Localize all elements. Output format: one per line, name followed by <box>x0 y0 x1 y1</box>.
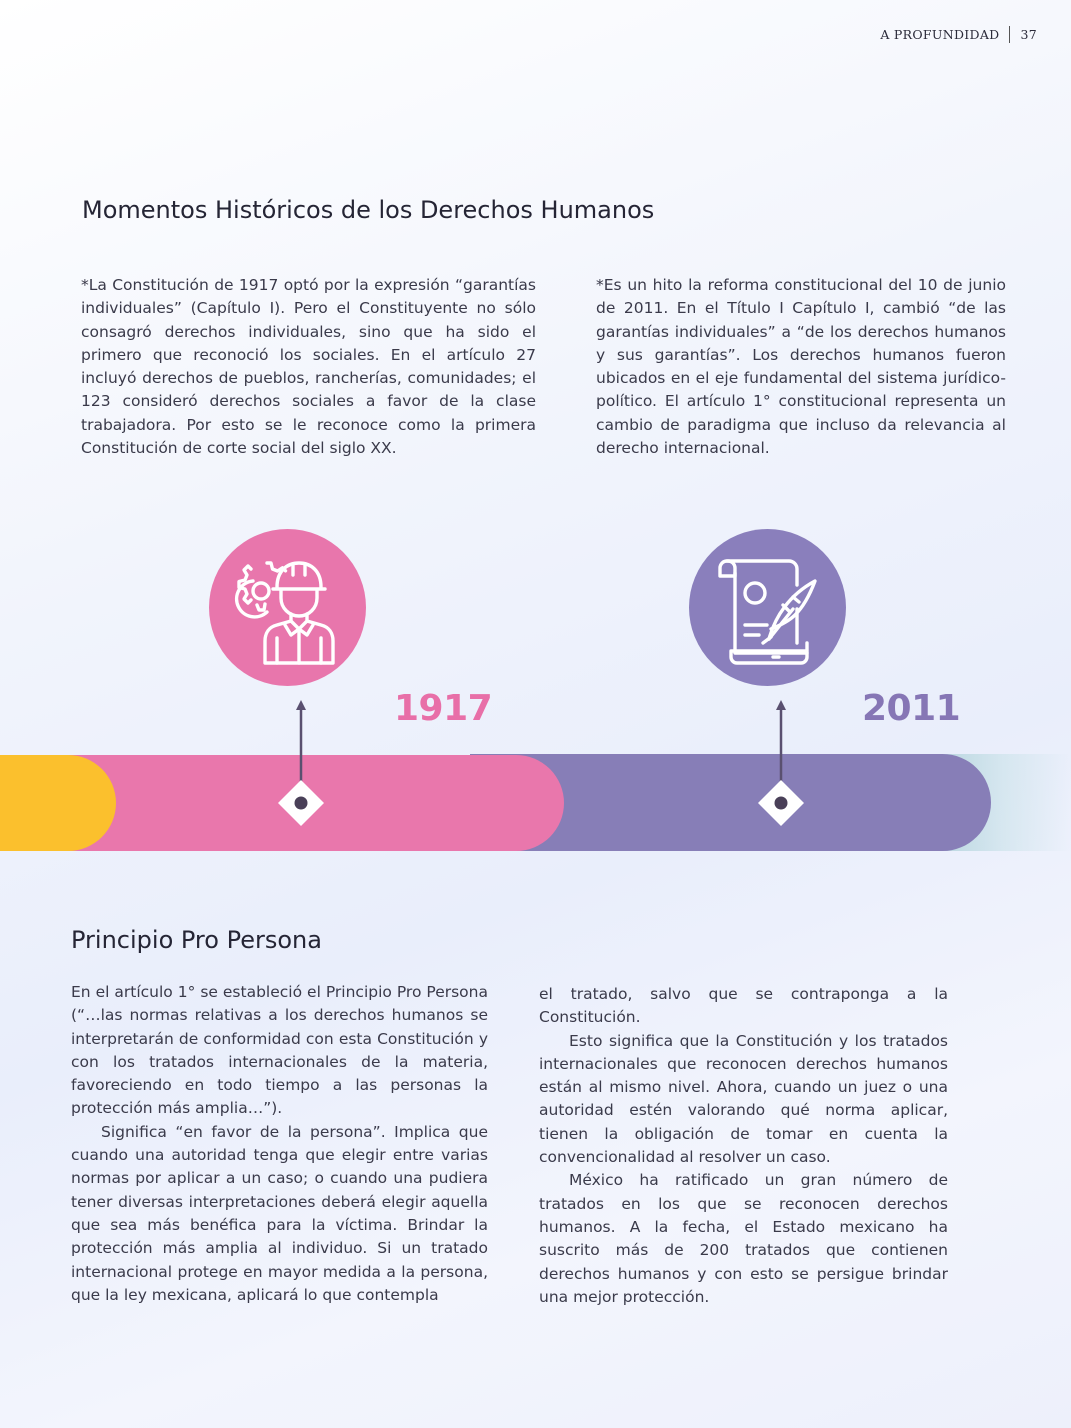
header-divider <box>1009 26 1010 43</box>
paragraph: Esto significa que la Constitución y los tratados internacionales que reconocen derechos humanos están al mismo nivel. Ahora, cuando un juez o una autoridad estén valorando qué norma aplicar, tienen la obligación de tomar en cuenta la convencionalidad al resolver un caso. <box>539 1031 948 1167</box>
milestone-2011-circle <box>689 529 846 686</box>
page-number: 37 <box>1020 27 1037 42</box>
timeline-band-yellow <box>0 755 116 851</box>
principle-title: Principio Pro Persona <box>71 926 322 954</box>
milestone-1917-marker <box>276 700 326 830</box>
milestone-1917-text <box>81 274 536 460</box>
milestone-1917-circle <box>209 529 366 686</box>
worker-gear-icon <box>223 543 353 673</box>
year-1917: 1917 <box>394 688 493 729</box>
paragraph: En el artículo 1° se estableció el Principio Pro Persona (“…las normas relativas a los derechos humanos se interpretarán de conformidad con esta Constitución y con los tratados internacionales de la materia, favoreciendo en todo tiempo a las personas la protección más amplia…”). <box>71 983 488 1118</box>
paragraph: *Es un hito la reforma constitucional del 10 de junio de 2011. En el Título I Capítulo I, cambió “de las garantías individuales” a “de los derechos humanos y sus garantías”. Los derechos humanos fueron ubicados en el eje fundamental del sistema jurídico-político. El artículo 1° constitucional representa un cambio de paradigma que incluso da relevancia al derecho internacional. <box>596 276 1006 458</box>
principle-column-left <box>71 981 488 1307</box>
paragraph: Significa “en favor de la persona”. Implica que cuando una autoridad tenga que elegir entre varias normas por aplicar a un caso; o cuando una pudiera tener diversas interpretaciones deberá elegir aquella que sea más benéfica para la víctima. Brindar la protección más amplia al individuo. Si un tratado internacional protege en mayor medida a la persona, que la ley mexicana, aplicará lo que contempla <box>71 1122 488 1304</box>
page-header <box>880 26 1037 43</box>
paragraph: el tratado, salvo que se contraponga a la Constitución. <box>539 985 948 1027</box>
principle-column-right <box>539 983 948 1309</box>
year-2011: 2011 <box>862 688 961 729</box>
paragraph: México ha ratificado un gran número de tratados en los que se reconocen derechos humanos. A la fecha, el Estado mexicano ha suscrito más de 200 tratados que contienen derechos humanos y con esto se persigue brindar una mejor protección. <box>539 1171 948 1306</box>
milestone-2011-text <box>596 274 1006 460</box>
milestone-2011-marker <box>756 700 806 830</box>
timeline-title: Momentos Históricos de los Derechos Humanos <box>82 196 655 224</box>
paragraph: *La Constitución de 1917 optó por la expresión “garantías individuales” (Capítulo I). Pero el Constituyente no sólo consagró derechos individuales, sino que ha sido el primero que reconoció los sociales. En el artículo 27 incluyó derechos de pueblos, rancherías, comunidades; el 123 consideró derechos sociales a favor de la clase trabajadora. Por esto se le reconoce como la primera Constitución de corte social del siglo XX. <box>81 276 536 458</box>
section-label: A PROFUNDIDAD <box>880 27 1000 42</box>
scroll-quill-icon <box>703 543 833 673</box>
